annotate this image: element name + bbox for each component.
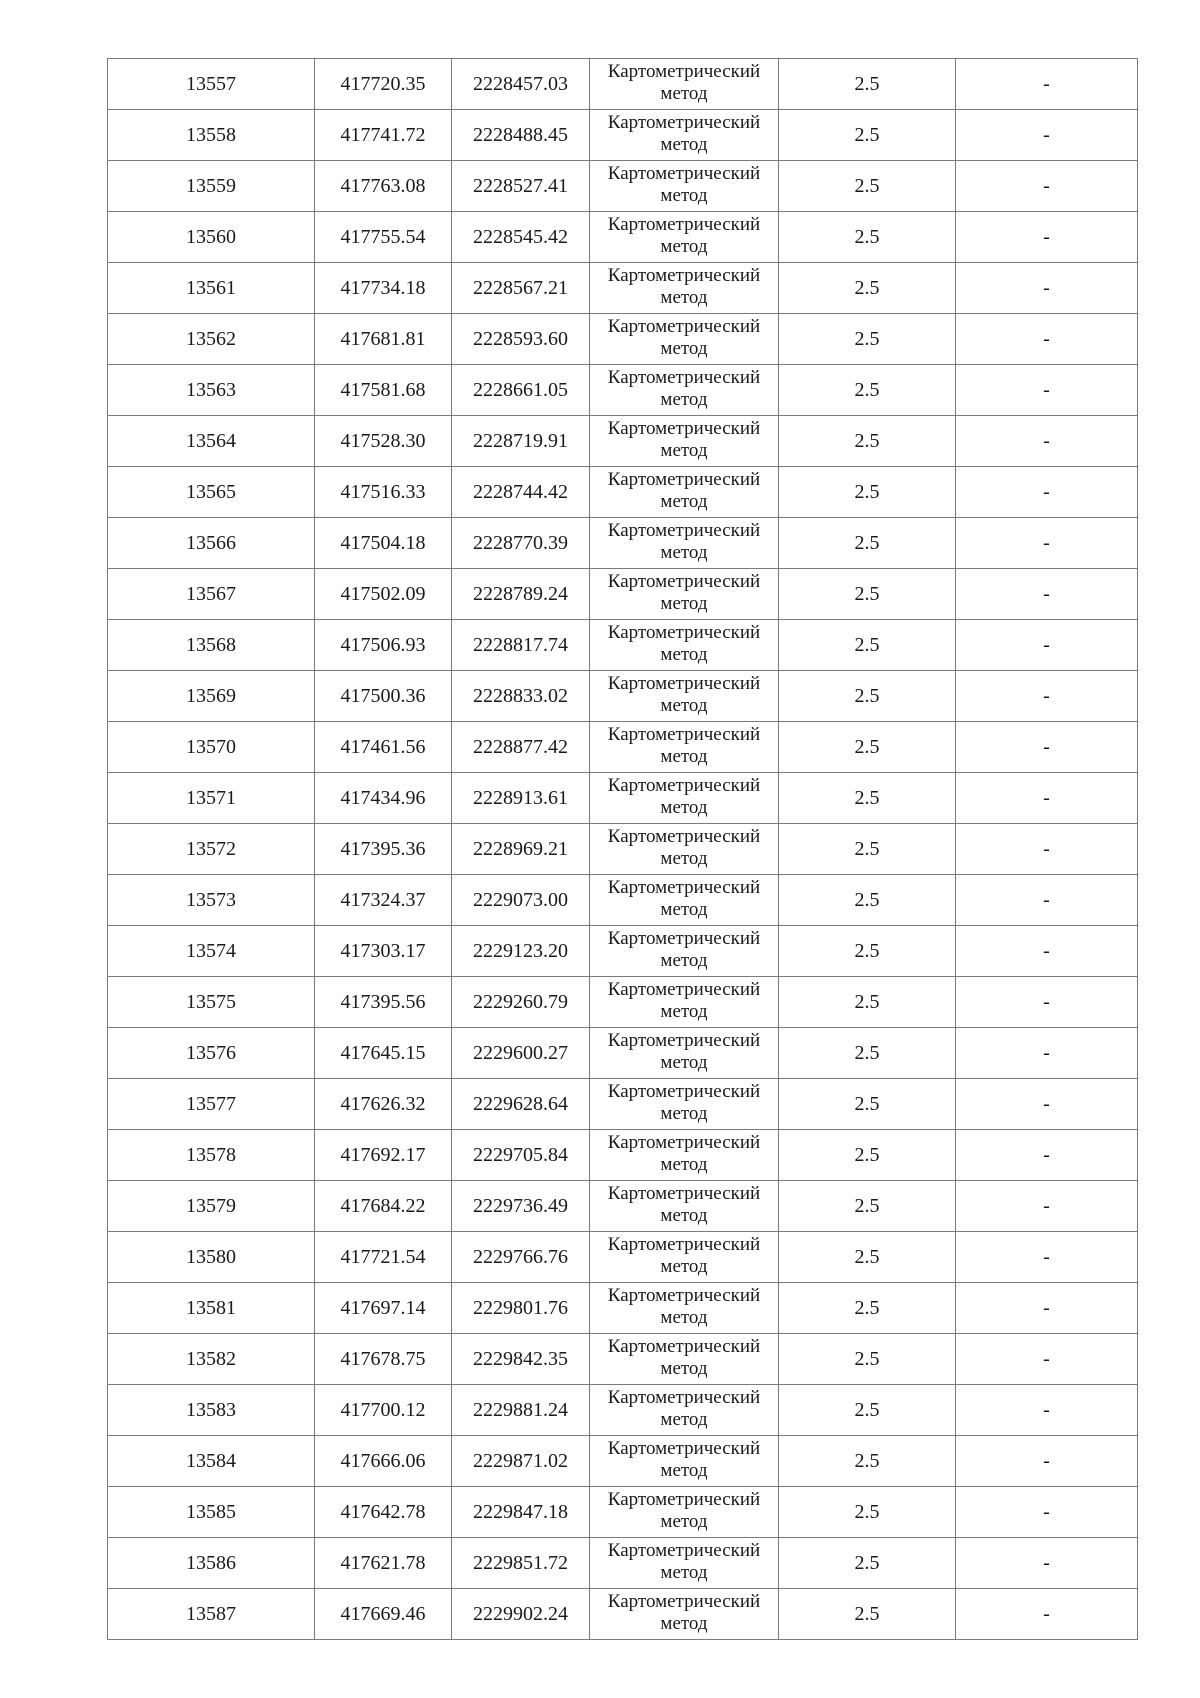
- accuracy-cell: 2.5: [779, 1130, 956, 1181]
- point-number-cell: 13583: [108, 1385, 315, 1436]
- accuracy-cell: 2.5: [779, 773, 956, 824]
- table-row: [108, 1079, 1138, 1130]
- table-row: [108, 1334, 1138, 1385]
- y-coordinate-cell: 2229871.02: [452, 1436, 590, 1487]
- method-text-line2: метод: [660, 1001, 708, 1022]
- note-cell: -: [956, 212, 1138, 263]
- method-cell: [590, 1181, 779, 1232]
- y-coordinate-cell: 2228567.21: [452, 263, 590, 314]
- x-coordinate-cell: 417528.30: [315, 416, 452, 467]
- note-cell: -: [956, 161, 1138, 212]
- method-text-line2: метод: [660, 338, 708, 359]
- x-coordinate-cell: 417506.93: [315, 620, 452, 671]
- accuracy-cell: 2.5: [779, 314, 956, 365]
- x-coordinate-cell: 417324.37: [315, 875, 452, 926]
- note-cell: -: [956, 671, 1138, 722]
- x-coordinate-cell: 417678.75: [315, 1334, 452, 1385]
- point-number-cell: 13573: [108, 875, 315, 926]
- method-text-line2: метод: [660, 950, 708, 971]
- accuracy-cell: 2.5: [779, 824, 956, 875]
- point-number-cell: 13564: [108, 416, 315, 467]
- point-number-cell: 13568: [108, 620, 315, 671]
- x-coordinate-cell: 417504.18: [315, 518, 452, 569]
- y-coordinate-cell: 2228913.61: [452, 773, 590, 824]
- note-cell: -: [956, 416, 1138, 467]
- coordinates-table: [107, 58, 1138, 1640]
- method-cell: [590, 314, 779, 365]
- x-coordinate-cell: 417621.78: [315, 1538, 452, 1589]
- note-cell: -: [956, 314, 1138, 365]
- accuracy-cell: 2.5: [779, 161, 956, 212]
- table-row: [108, 1028, 1138, 1079]
- y-coordinate-cell: 2228969.21: [452, 824, 590, 875]
- method-cell: [590, 824, 779, 875]
- method-text-line1: Картометрический: [607, 1591, 761, 1612]
- accuracy-cell: 2.5: [779, 722, 956, 773]
- method-cell: [590, 1079, 779, 1130]
- method-text-line2: метод: [660, 1613, 708, 1634]
- method-cell: [590, 620, 779, 671]
- y-coordinate-cell: 2229123.20: [452, 926, 590, 977]
- note-cell: -: [956, 263, 1138, 314]
- note-cell: -: [956, 1181, 1138, 1232]
- method-text-line1: Картометрический: [607, 469, 761, 490]
- note-cell: -: [956, 1589, 1138, 1640]
- note-cell: -: [956, 977, 1138, 1028]
- accuracy-cell: 2.5: [779, 1232, 956, 1283]
- method-cell: [590, 773, 779, 824]
- note-cell: -: [956, 620, 1138, 671]
- method-text-line1: Картометрический: [607, 214, 761, 235]
- x-coordinate-cell: 417581.68: [315, 365, 452, 416]
- note-cell: -: [956, 1436, 1138, 1487]
- note-cell: -: [956, 569, 1138, 620]
- accuracy-cell: 2.5: [779, 212, 956, 263]
- method-text-line1: Картометрический: [607, 316, 761, 337]
- y-coordinate-cell: 2228789.24: [452, 569, 590, 620]
- y-coordinate-cell: 2228457.03: [452, 59, 590, 110]
- y-coordinate-cell: 2228817.74: [452, 620, 590, 671]
- method-text-line2: метод: [660, 1511, 708, 1532]
- point-number-cell: 13578: [108, 1130, 315, 1181]
- method-text-line2: метод: [660, 440, 708, 461]
- point-number-cell: 13561: [108, 263, 315, 314]
- method-text-line2: метод: [660, 287, 708, 308]
- accuracy-cell: 2.5: [779, 875, 956, 926]
- x-coordinate-cell: 417500.36: [315, 671, 452, 722]
- table-row: [108, 110, 1138, 161]
- method-text-line2: метод: [660, 593, 708, 614]
- point-number-cell: 13572: [108, 824, 315, 875]
- point-number-cell: 13575: [108, 977, 315, 1028]
- method-text-line1: Картометрический: [607, 826, 761, 847]
- note-cell: -: [956, 467, 1138, 518]
- method-cell: [590, 671, 779, 722]
- method-text-line1: Картометрический: [607, 979, 761, 1000]
- y-coordinate-cell: 2229902.24: [452, 1589, 590, 1640]
- x-coordinate-cell: 417645.15: [315, 1028, 452, 1079]
- accuracy-cell: 2.5: [779, 110, 956, 161]
- method-cell: [590, 1589, 779, 1640]
- x-coordinate-cell: 417720.35: [315, 59, 452, 110]
- accuracy-cell: 2.5: [779, 620, 956, 671]
- table-row: [108, 1283, 1138, 1334]
- table-row: [108, 620, 1138, 671]
- method-cell: [590, 161, 779, 212]
- table-row: [108, 1181, 1138, 1232]
- table-row: [108, 161, 1138, 212]
- method-text-line1: Картометрический: [607, 520, 761, 541]
- note-cell: -: [956, 1487, 1138, 1538]
- table-row: [108, 59, 1138, 110]
- x-coordinate-cell: 417516.33: [315, 467, 452, 518]
- note-cell: -: [956, 875, 1138, 926]
- x-coordinate-cell: 417684.22: [315, 1181, 452, 1232]
- method-text-line1: Картометрический: [607, 673, 761, 694]
- x-coordinate-cell: 417461.56: [315, 722, 452, 773]
- point-number-cell: 13571: [108, 773, 315, 824]
- accuracy-cell: 2.5: [779, 1538, 956, 1589]
- point-number-cell: 13570: [108, 722, 315, 773]
- point-number-cell: 13569: [108, 671, 315, 722]
- accuracy-cell: 2.5: [779, 1028, 956, 1079]
- y-coordinate-cell: 2228488.45: [452, 110, 590, 161]
- table-row: [108, 1589, 1138, 1640]
- x-coordinate-cell: 417395.56: [315, 977, 452, 1028]
- table-row: [108, 569, 1138, 620]
- y-coordinate-cell: 2229628.64: [452, 1079, 590, 1130]
- accuracy-cell: 2.5: [779, 1436, 956, 1487]
- y-coordinate-cell: 2228545.42: [452, 212, 590, 263]
- table-row: [108, 824, 1138, 875]
- x-coordinate-cell: 417395.36: [315, 824, 452, 875]
- note-cell: -: [956, 824, 1138, 875]
- y-coordinate-cell: 2229705.84: [452, 1130, 590, 1181]
- x-coordinate-cell: 417763.08: [315, 161, 452, 212]
- table-row: [108, 1130, 1138, 1181]
- method-text-line2: метод: [660, 1562, 708, 1583]
- y-coordinate-cell: 2228527.41: [452, 161, 590, 212]
- table-row: [108, 365, 1138, 416]
- note-cell: -: [956, 1130, 1138, 1181]
- table-row: [108, 416, 1138, 467]
- method-text-line2: метод: [660, 1307, 708, 1328]
- point-number-cell: 13562: [108, 314, 315, 365]
- note-cell: -: [956, 926, 1138, 977]
- accuracy-cell: 2.5: [779, 365, 956, 416]
- x-coordinate-cell: 417692.17: [315, 1130, 452, 1181]
- table-row: [108, 926, 1138, 977]
- method-text-line2: метод: [660, 1256, 708, 1277]
- x-coordinate-cell: 417669.46: [315, 1589, 452, 1640]
- point-number-cell: 13579: [108, 1181, 315, 1232]
- x-coordinate-cell: 417755.54: [315, 212, 452, 263]
- method-cell: [590, 365, 779, 416]
- method-text-line2: метод: [660, 1154, 708, 1175]
- method-cell: [590, 875, 779, 926]
- method-text-line2: метод: [660, 797, 708, 818]
- y-coordinate-cell: 2229851.72: [452, 1538, 590, 1589]
- x-coordinate-cell: 417434.96: [315, 773, 452, 824]
- method-text-line1: Картометрический: [607, 1387, 761, 1408]
- method-cell: [590, 416, 779, 467]
- method-text-line2: метод: [660, 236, 708, 257]
- y-coordinate-cell: 2228719.91: [452, 416, 590, 467]
- method-text-line2: метод: [660, 1358, 708, 1379]
- x-coordinate-cell: 417681.81: [315, 314, 452, 365]
- table-row: [108, 263, 1138, 314]
- point-number-cell: 13565: [108, 467, 315, 518]
- point-number-cell: 13566: [108, 518, 315, 569]
- method-cell: [590, 722, 779, 773]
- method-text-line2: метод: [660, 899, 708, 920]
- point-number-cell: 13574: [108, 926, 315, 977]
- table-row: [108, 1232, 1138, 1283]
- method-text-line2: метод: [660, 389, 708, 410]
- y-coordinate-cell: 2229600.27: [452, 1028, 590, 1079]
- method-cell: [590, 569, 779, 620]
- method-cell: [590, 518, 779, 569]
- method-text-line1: Картометрический: [607, 1285, 761, 1306]
- method-text-line2: метод: [660, 185, 708, 206]
- method-text-line1: Картометрический: [607, 775, 761, 796]
- accuracy-cell: 2.5: [779, 467, 956, 518]
- y-coordinate-cell: 2229073.00: [452, 875, 590, 926]
- method-cell: [590, 1028, 779, 1079]
- table-row: [108, 1487, 1138, 1538]
- method-text-line2: метод: [660, 1052, 708, 1073]
- method-text-line2: метод: [660, 695, 708, 716]
- method-text-line1: Картометрический: [607, 877, 761, 898]
- note-cell: -: [956, 722, 1138, 773]
- method-cell: [590, 1487, 779, 1538]
- y-coordinate-cell: 2229881.24: [452, 1385, 590, 1436]
- accuracy-cell: 2.5: [779, 1181, 956, 1232]
- x-coordinate-cell: 417721.54: [315, 1232, 452, 1283]
- point-number-cell: 13587: [108, 1589, 315, 1640]
- method-text-line1: Картометрический: [607, 1183, 761, 1204]
- x-coordinate-cell: 417697.14: [315, 1283, 452, 1334]
- method-text-line1: Картометрический: [607, 1132, 761, 1153]
- accuracy-cell: 2.5: [779, 1283, 956, 1334]
- method-text-line1: Картометрический: [607, 1234, 761, 1255]
- table-row: [108, 1436, 1138, 1487]
- point-number-cell: 13576: [108, 1028, 315, 1079]
- note-cell: -: [956, 773, 1138, 824]
- point-number-cell: 13559: [108, 161, 315, 212]
- accuracy-cell: 2.5: [779, 416, 956, 467]
- method-cell: [590, 1538, 779, 1589]
- accuracy-cell: 2.5: [779, 1385, 956, 1436]
- method-text-line2: метод: [660, 1205, 708, 1226]
- y-coordinate-cell: 2228744.42: [452, 467, 590, 518]
- note-cell: -: [956, 1283, 1138, 1334]
- y-coordinate-cell: 2228877.42: [452, 722, 590, 773]
- method-cell: [590, 1232, 779, 1283]
- method-cell: [590, 977, 779, 1028]
- method-text-line1: Картометрический: [607, 571, 761, 592]
- accuracy-cell: 2.5: [779, 59, 956, 110]
- y-coordinate-cell: 2228593.60: [452, 314, 590, 365]
- y-coordinate-cell: 2228661.05: [452, 365, 590, 416]
- note-cell: -: [956, 110, 1138, 161]
- x-coordinate-cell: 417642.78: [315, 1487, 452, 1538]
- method-text-line2: метод: [660, 746, 708, 767]
- table-row: [108, 875, 1138, 926]
- accuracy-cell: 2.5: [779, 926, 956, 977]
- accuracy-cell: 2.5: [779, 518, 956, 569]
- accuracy-cell: 2.5: [779, 1079, 956, 1130]
- table-row: [108, 1538, 1138, 1589]
- note-cell: -: [956, 1334, 1138, 1385]
- method-cell: [590, 926, 779, 977]
- method-text-line1: Картометрический: [607, 112, 761, 133]
- point-number-cell: 13586: [108, 1538, 315, 1589]
- note-cell: -: [956, 365, 1138, 416]
- method-text-line1: Картометрический: [607, 1489, 761, 1510]
- table-row: [108, 212, 1138, 263]
- y-coordinate-cell: 2229766.76: [452, 1232, 590, 1283]
- x-coordinate-cell: 417734.18: [315, 263, 452, 314]
- note-cell: -: [956, 1538, 1138, 1589]
- method-text-line1: Картометрический: [607, 928, 761, 949]
- method-cell: [590, 1130, 779, 1181]
- table-row: [108, 1385, 1138, 1436]
- method-text-line1: Картометрический: [607, 622, 761, 643]
- coordinates-table-body: [108, 59, 1138, 1640]
- table-row: [108, 977, 1138, 1028]
- method-text-line2: метод: [660, 1409, 708, 1430]
- point-number-cell: 13580: [108, 1232, 315, 1283]
- note-cell: -: [956, 1028, 1138, 1079]
- point-number-cell: 13584: [108, 1436, 315, 1487]
- method-cell: [590, 263, 779, 314]
- table-row: [108, 722, 1138, 773]
- table-row: [108, 314, 1138, 365]
- accuracy-cell: 2.5: [779, 671, 956, 722]
- method-text-line1: Картометрический: [607, 367, 761, 388]
- y-coordinate-cell: 2229736.49: [452, 1181, 590, 1232]
- method-cell: [590, 1334, 779, 1385]
- y-coordinate-cell: 2229842.35: [452, 1334, 590, 1385]
- y-coordinate-cell: 2229801.76: [452, 1283, 590, 1334]
- method-text-line2: метод: [660, 491, 708, 512]
- method-cell: [590, 110, 779, 161]
- method-text-line1: Картометрический: [607, 61, 761, 82]
- point-number-cell: 13577: [108, 1079, 315, 1130]
- note-cell: -: [956, 518, 1138, 569]
- method-text-line2: метод: [660, 1103, 708, 1124]
- y-coordinate-cell: 2229847.18: [452, 1487, 590, 1538]
- method-cell: [590, 59, 779, 110]
- point-number-cell: 13558: [108, 110, 315, 161]
- method-text-line2: метод: [660, 542, 708, 563]
- note-cell: -: [956, 59, 1138, 110]
- method-text-line1: Картометрический: [607, 1336, 761, 1357]
- table-row: [108, 467, 1138, 518]
- note-cell: -: [956, 1385, 1138, 1436]
- method-cell: [590, 1385, 779, 1436]
- point-number-cell: 13581: [108, 1283, 315, 1334]
- method-cell: [590, 467, 779, 518]
- table-row: [108, 671, 1138, 722]
- y-coordinate-cell: 2228833.02: [452, 671, 590, 722]
- note-cell: -: [956, 1079, 1138, 1130]
- method-cell: [590, 1436, 779, 1487]
- note-cell: -: [956, 1232, 1138, 1283]
- point-number-cell: 13563: [108, 365, 315, 416]
- method-text-line2: метод: [660, 848, 708, 869]
- method-text-line2: метод: [660, 134, 708, 155]
- point-number-cell: 13585: [108, 1487, 315, 1538]
- x-coordinate-cell: 417741.72: [315, 110, 452, 161]
- accuracy-cell: 2.5: [779, 1589, 956, 1640]
- x-coordinate-cell: 417700.12: [315, 1385, 452, 1436]
- table-row: [108, 773, 1138, 824]
- accuracy-cell: 2.5: [779, 1334, 956, 1385]
- method-cell: [590, 1283, 779, 1334]
- x-coordinate-cell: 417502.09: [315, 569, 452, 620]
- method-text-line1: Картометрический: [607, 1081, 761, 1102]
- method-text-line1: Картометрический: [607, 1030, 761, 1051]
- method-text-line1: Картометрический: [607, 265, 761, 286]
- point-number-cell: 13557: [108, 59, 315, 110]
- point-number-cell: 13560: [108, 212, 315, 263]
- method-text-line1: Картометрический: [607, 163, 761, 184]
- point-number-cell: 13567: [108, 569, 315, 620]
- accuracy-cell: 2.5: [779, 263, 956, 314]
- x-coordinate-cell: 417303.17: [315, 926, 452, 977]
- method-text-line1: Картометрический: [607, 418, 761, 439]
- method-text-line2: метод: [660, 1460, 708, 1481]
- point-number-cell: 13582: [108, 1334, 315, 1385]
- method-text-line1: Картометрический: [607, 724, 761, 745]
- method-cell: [590, 212, 779, 263]
- y-coordinate-cell: 2228770.39: [452, 518, 590, 569]
- accuracy-cell: 2.5: [779, 569, 956, 620]
- method-text-line1: Картометрический: [607, 1438, 761, 1459]
- accuracy-cell: 2.5: [779, 1487, 956, 1538]
- method-text-line1: Картометрический: [607, 1540, 761, 1561]
- table-row: [108, 518, 1138, 569]
- x-coordinate-cell: 417666.06: [315, 1436, 452, 1487]
- y-coordinate-cell: 2229260.79: [452, 977, 590, 1028]
- method-text-line2: метод: [660, 644, 708, 665]
- accuracy-cell: 2.5: [779, 977, 956, 1028]
- method-text-line2: метод: [660, 83, 708, 104]
- x-coordinate-cell: 417626.32: [315, 1079, 452, 1130]
